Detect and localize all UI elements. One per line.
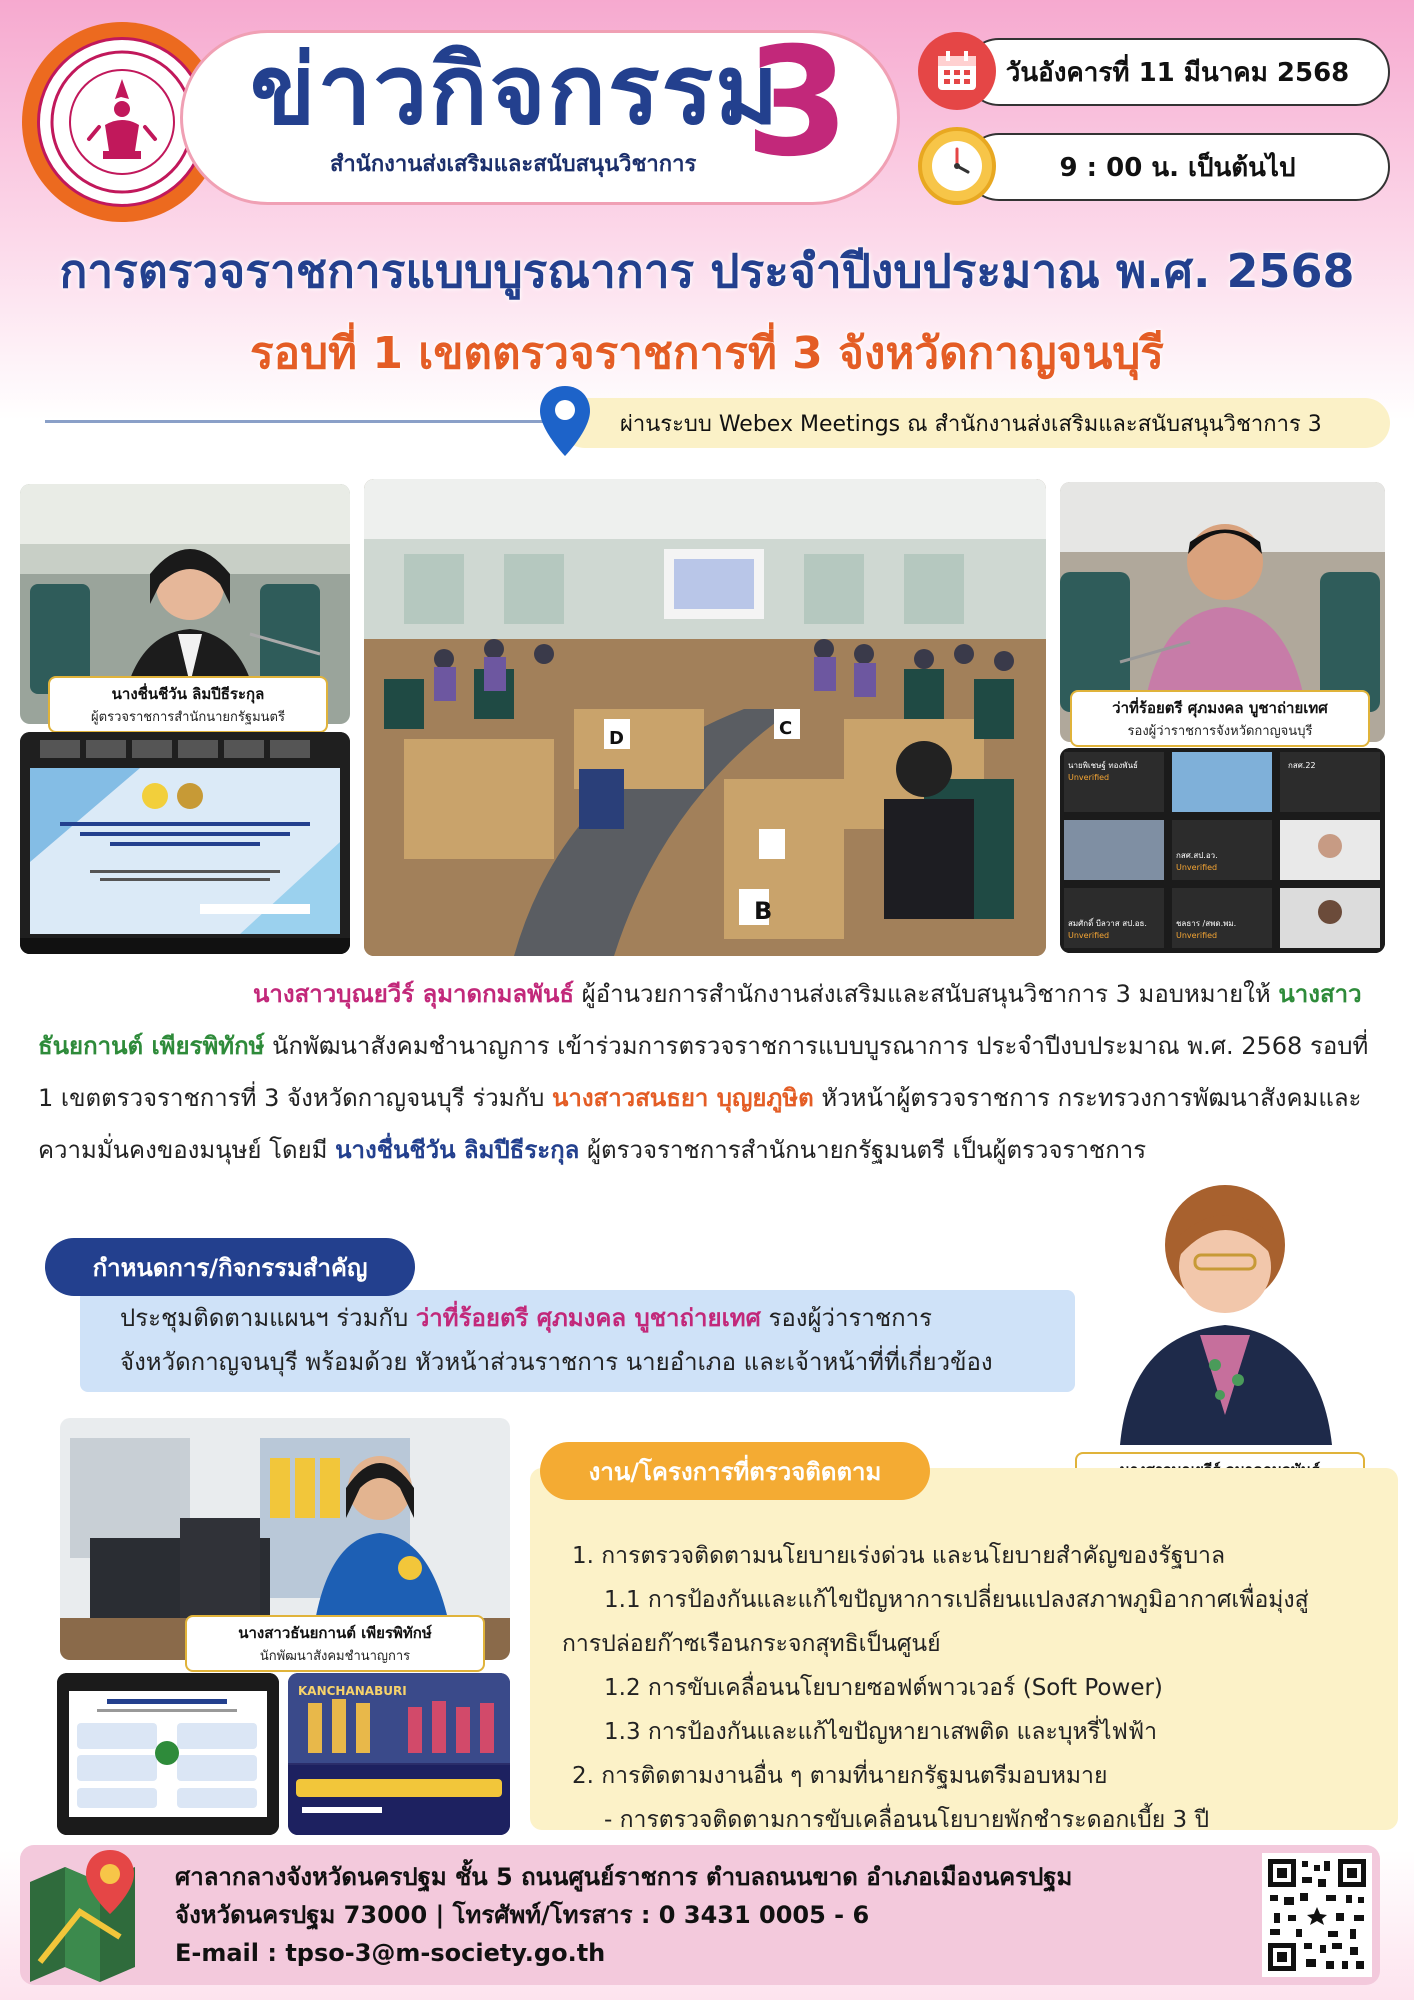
agenda-text: รองผู้ว่าราชการ [760,1304,933,1332]
caption-name: นางชื่นชีวัน ลิมปีธีระกุล [111,685,265,703]
qr-code-icon[interactable] [1262,1853,1372,1977]
paragraph-text: ผู้อำนวยการสำนักงานส่งเสริมและสนับสนุนวิชาการ 3 มอบหมายให้ [574,980,1279,1008]
time-pill [965,133,1390,201]
photo-webex-screen [20,732,350,954]
photo-webex-grid [1060,748,1385,953]
project-line: 1.1 การป้องกันและแก้ไขปัญหาการเปลี่ยนแปลงสภาพภูมิอากาศเพื่อมุ่งสู่ [604,1587,1309,1613]
paragraph-text: ผู้ตรวจราชการสำนักนายกรัฐมนตรี เป็นผู้ตรวจราชการ [579,1136,1147,1164]
agenda-line: จังหวัดกาญจนบุรี พร้อมด้วย หัวหน้าส่วนราชการ นายอำเภอ และเจ้าหน้าที่ที่เกี่ยวข้อง [120,1348,993,1376]
seat-label-d: D [609,728,624,749]
name-deputy: ว่าที่ร้อยตรี ศุภมงคล บูชาถ่ายเทศ [415,1304,761,1332]
caption-inspector [48,676,328,733]
tile-name: กสศ.22 [1288,761,1316,770]
location-text: ผ่านระบบ Webex Meetings ณ สำนักงานส่งเสริมและสนับสนุนวิชาการ 3 [620,411,1322,437]
agenda-box [80,1290,1075,1392]
tile-status: Unverified [1176,931,1218,940]
seat-label-c: C [779,718,793,739]
caption-role: ผู้ตรวจราชการสำนักนายกรัฐมนตรี [91,710,285,725]
seal-graphic [47,47,197,197]
caption-name: นางสาวธันยกานต์ เพียรพิทักษ์ [238,1624,432,1642]
clock-icon [918,127,996,205]
name-inspector: นางชื่นชีวัน ลิมปีธีระกุล [335,1136,580,1164]
main-title: การตรวจราชการแบบบูรณาการ ประจำปีงบประมาณ พ.ศ. 2568 [59,244,1355,298]
project-line: - การตรวจติดตามการขับเคลื่อนนโยบายพักชำระดอกเบี้ย 3 ปี [604,1807,1210,1833]
tile-status: Unverified [1068,773,1110,782]
seat-label-b: B [754,897,773,925]
sub-title: รอบที่ 1 เขตตรวจราชการที่ 3 จังหวัดกาญจนบุรี [250,328,1164,379]
footer-contact [175,1858,1072,1972]
divider [45,420,565,423]
tile-name: ชลธาร /สพด.พม. [1176,919,1237,928]
photo-slide-screen [57,1673,279,1835]
brand-subtitle: สำนักงานส่งเสริมและสนับสนุนวิชาการ [330,152,697,177]
agenda-line [120,1296,1075,1340]
agenda-text: ประชุมติดตามแผนฯ ร่วมกับ [120,1304,416,1332]
name-chief-inspector: นางสาวสนธยา บุญยภูษิต [551,1084,814,1112]
name-director: นางสาวบุณยวีร์ ลุมาดกมลพันธ์ [253,980,575,1008]
news-paragraph [38,968,1378,1176]
caption-name: ว่าที่ร้อยตรี ศุภมงคล บูชาถ่ายเทศ [1112,699,1328,717]
location-pill [560,398,1390,448]
tile-name: กสศ.สป.อว. [1176,851,1218,860]
agenda-heading: กำหนดการ/กิจกรรมสำคัญ [45,1238,415,1296]
event-time: 9 : 00 น. เป็นต้นไป [1059,152,1296,183]
projects-box [530,1468,1398,1833]
project-line: การปล่อยก๊าซเรือนกระจกสุทธิเป็นศูนย์ [562,1631,941,1657]
project-line: 1. การตรวจติดตามนโยบายเร่งด่วน และนโยบายสำคัญของรัฐบาล [572,1543,1226,1569]
projects-heading: งาน/โครงการที่ตรวจติดตาม [540,1442,930,1500]
date-pill [965,38,1390,106]
name-officer: นางสาวธันยกานต์ เพียรพิทักษ์ [38,980,1362,1060]
photo-meeting-room [364,479,1046,956]
caption-deputy [1070,690,1370,747]
tile-status: Unverified [1068,931,1110,940]
photo-director [1100,1175,1350,1445]
tile-status: Unverified [1176,863,1218,872]
address-line: จังหวัดนครปฐม 73000 | โทรศัพท์/โทรสาร : 0 3431 0005 - 6 [175,1901,870,1929]
project-line: 1.2 การขับเคลื่อนนโยบายซอฟต์พาวเวอร์ (Soft Power) [604,1675,1163,1701]
location-pin-icon [538,384,592,462]
paragraph-text: นักพัฒนาสังคมชำนาญการ เข้าร่วมการตรวจราชการแบบบูรณาการ ประจำปีงบประมาณ พ.ศ. 2568 รอบที่ 1 เขตตรวจราชการที่ 3 จังหวัดกาญจนบุรี ร่วมกับ [38,1032,1369,1112]
paragraph-text: หัวหน้าผู้ตรวจราชการ กระทรวงการพัฒนาสังคมและความมั่นคงของมนุษย์ โดยมี [38,1084,1362,1164]
caption-role: รองผู้ว่าราชการจังหวัดกาญจนบุรี [1127,724,1313,739]
project-line: 1.3 การป้องกันและแก้ไขปัญหายาเสพติด และบุหรี่ไฟฟ้า [604,1719,1158,1745]
tile-name: นายพิเชษฐ์ ทองพันธ์ [1068,761,1138,770]
event-date: วันอังคารที่ 11 มีนาคม 2568 [1005,57,1350,88]
photo-soft-power-banner [288,1673,510,1835]
email-text[interactable]: E-mail : tpso-3@m-society.go.th [175,1939,606,1967]
banner-brand: KANCHANABURI [298,1684,407,1698]
brand-number: 3 [745,16,850,190]
project-line: 2. การติดตามงานอื่น ๆ ตามที่นายกรัฐมนตรีมอบหมาย [572,1763,1108,1789]
tile-name: สมศักดิ์ บีลวาส สป.อธ. [1068,919,1147,928]
caption-officer [185,1615,485,1672]
address-line: ศาลากลางจังหวัดนครปฐม ชั้น 5 ถนนศูนย์ราชการ ตำบลถนนขาด อำเภอเมืองนครปฐม [175,1863,1073,1891]
calendar-icon [918,32,996,110]
caption-role: นักพัฒนาสังคมชำนาญการ [259,1649,411,1664]
map-icon [20,1842,150,1986]
brand-title: ข่าวกิจกรรม [250,34,781,146]
